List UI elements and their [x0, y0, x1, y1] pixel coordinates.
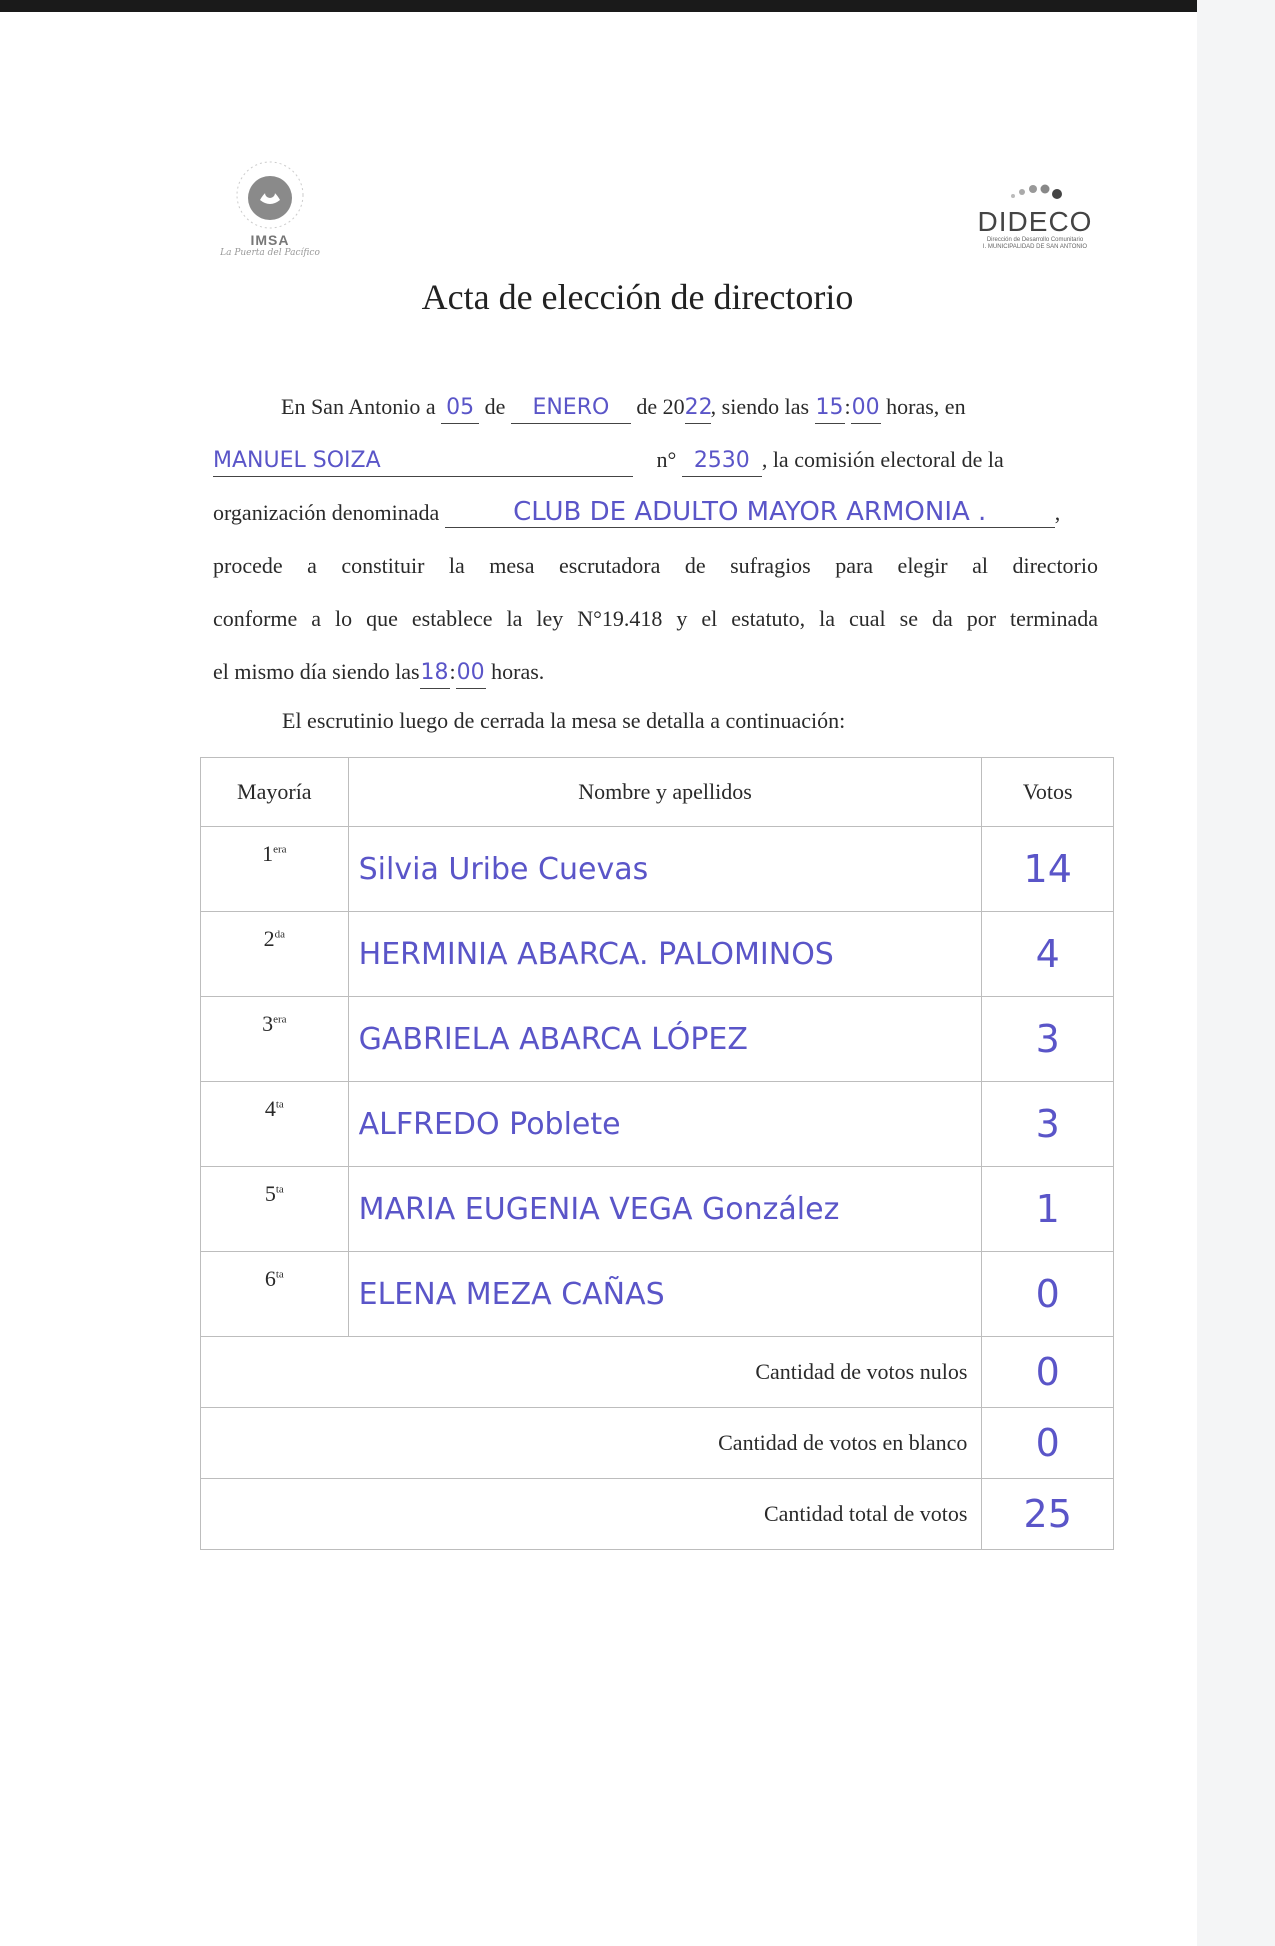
imsa-emblem-icon: [235, 160, 305, 230]
table-row: [201, 1252, 1114, 1337]
total-votes-cell: [982, 1479, 1114, 1550]
rank-suffix: ta: [275, 1183, 284, 1196]
candidate-name-cell: [348, 827, 982, 912]
scan-top-edge: [0, 0, 1275, 12]
rank-number: 2: [263, 926, 275, 951]
rank-cell: [201, 997, 349, 1082]
rank-suffix: da: [274, 928, 286, 941]
intro-line-1: [213, 380, 1098, 433]
minute-field: 00: [851, 395, 881, 424]
document-title: Acta de elección de directorio: [421, 277, 854, 317]
intro-text: organización denominada: [213, 500, 440, 525]
candidate-name-cell: [348, 1252, 982, 1337]
null-votes-value: 0: [1035, 1350, 1060, 1394]
total-votes-value: 25: [1023, 1492, 1072, 1536]
null-votes-label: Cantidad de votos nulos: [201, 1337, 982, 1408]
total-votes-row: [201, 1479, 1114, 1550]
rank-suffix: ta: [275, 1098, 284, 1111]
rank-cell: [201, 827, 349, 912]
intro-line-6: [213, 645, 1098, 698]
intro-line-5: conforme a lo que establece la ley N°19.418 y el estatuto, la cual se da por terminada: [213, 606, 1098, 631]
rank-suffix: ta: [275, 1268, 284, 1281]
header-mayoria: Mayoría: [201, 758, 349, 827]
dideco-dots-icon: [995, 180, 1075, 202]
intro-line-2: [213, 433, 1098, 486]
dideco-logo-sub1: Dirección de Desarrollo Comunitario: [986, 237, 1084, 243]
rank-suffix: era: [273, 843, 287, 856]
end-hour-field: 18: [420, 660, 450, 689]
blank-votes-value: 0: [1035, 1421, 1060, 1465]
rank-number: 1: [262, 841, 274, 866]
intro-text: de: [484, 394, 506, 419]
candidate-votes: 4: [1035, 932, 1060, 976]
intro-line-4: procede a constituir la mesa escrutadora de sufragios para elegir al directorio: [213, 553, 1098, 578]
table-row: [201, 997, 1114, 1082]
header-nombre: Nombre y apellidos: [348, 758, 982, 827]
rank-number: 6: [264, 1266, 276, 1291]
votes-cell: [982, 827, 1114, 912]
candidate-name-cell: [348, 912, 982, 997]
intro-text: ,: [1054, 500, 1061, 525]
intro-text: horas, en: [886, 394, 966, 419]
address-field: MANUEL SOIZA: [213, 448, 633, 477]
candidate-name: ELENA MEZA CAÑAS: [358, 1276, 665, 1312]
intro-text: de 20: [636, 394, 685, 419]
total-votes-label: Cantidad total de votos: [201, 1479, 982, 1550]
dideco-logo: [970, 180, 1100, 260]
intro-text: :: [844, 394, 851, 419]
intro-text: n°: [656, 447, 677, 472]
blank-votes-label: Cantidad de votos en blanco: [201, 1408, 982, 1479]
end-minute-field: 00: [456, 660, 486, 689]
intro-line-3: [213, 486, 1098, 539]
null-votes-row: [201, 1337, 1114, 1408]
candidate-votes: 0: [1035, 1272, 1060, 1316]
candidate-name-cell: [348, 1082, 982, 1167]
dideco-logo-sub2: I. MUNICIPALIDAD DE SAN ANTONIO: [982, 244, 1088, 250]
header-votos: Votos: [982, 758, 1114, 827]
imsa-logo-tagline: La Puerta del Pacífico: [220, 248, 320, 258]
rank-cell: [201, 1082, 349, 1167]
intro-paragraph: [213, 380, 1098, 698]
results-table: [200, 757, 1114, 1550]
rank-number: 3: [262, 1011, 274, 1036]
votes-cell: [982, 997, 1114, 1082]
rank-number: 5: [264, 1181, 276, 1206]
table-row: [201, 1082, 1114, 1167]
null-votes-cell: [982, 1337, 1114, 1408]
candidate-name-cell: [348, 1167, 982, 1252]
table-row: [201, 827, 1114, 912]
candidate-votes: 3: [1035, 1102, 1060, 1146]
votes-cell: [982, 1167, 1114, 1252]
year-field: 22: [685, 395, 711, 424]
intro-text: En San Antonio a: [281, 394, 436, 419]
rank-number: 4: [264, 1096, 276, 1121]
candidate-name: GABRIELA ABARCA LÓPEZ: [358, 1021, 748, 1057]
imsa-logo: [210, 160, 330, 275]
candidate-name: MARIA EUGENIA VEGA González: [358, 1191, 840, 1227]
rank-suffix: era: [273, 1013, 287, 1026]
table-row: [201, 1167, 1114, 1252]
blank-votes-cell: [982, 1408, 1114, 1479]
rank-cell: [201, 1252, 349, 1337]
blank-votes-row: [201, 1408, 1114, 1479]
imsa-logo-name: IMSA: [250, 232, 290, 248]
candidate-name-cell: [348, 997, 982, 1082]
hour-field: 15: [815, 395, 845, 424]
candidate-name: ALFREDO Poblete: [358, 1106, 621, 1142]
day-field: 05: [441, 395, 479, 424]
candidate-votes: 3: [1035, 1017, 1060, 1061]
candidate-votes: 1: [1035, 1187, 1060, 1231]
intro-text: horas.: [491, 659, 545, 684]
intro-text: , la comisión electoral de la: [761, 447, 1004, 472]
intro-text: :: [449, 659, 456, 684]
intro-text: el mismo día siendo las: [213, 659, 420, 684]
dideco-logo-name: DIDECO: [977, 206, 1093, 237]
rank-cell: [201, 1167, 349, 1252]
table-header-row: [201, 758, 1114, 827]
address-number-field: 2530: [682, 448, 762, 477]
organization-name-field: CLUB DE ADULTO MAYOR ARMONIA .: [445, 499, 1055, 528]
table-row: [201, 912, 1114, 997]
intro-text: , siendo las: [710, 394, 810, 419]
rank-cell: [201, 912, 349, 997]
candidate-name: HERMINIA ABARCA. PALOMINOS: [358, 936, 834, 972]
votes-cell: [982, 1082, 1114, 1167]
month-field: ENERO: [511, 395, 631, 424]
scrutiny-intro: El escrutinio luego de cerrada la mesa se detalla a continuación:: [282, 708, 846, 733]
votes-cell: [982, 912, 1114, 997]
votes-cell: [982, 1252, 1114, 1337]
candidate-name: Silvia Uribe Cuevas: [358, 851, 649, 887]
candidate-votes: 14: [1023, 847, 1072, 891]
